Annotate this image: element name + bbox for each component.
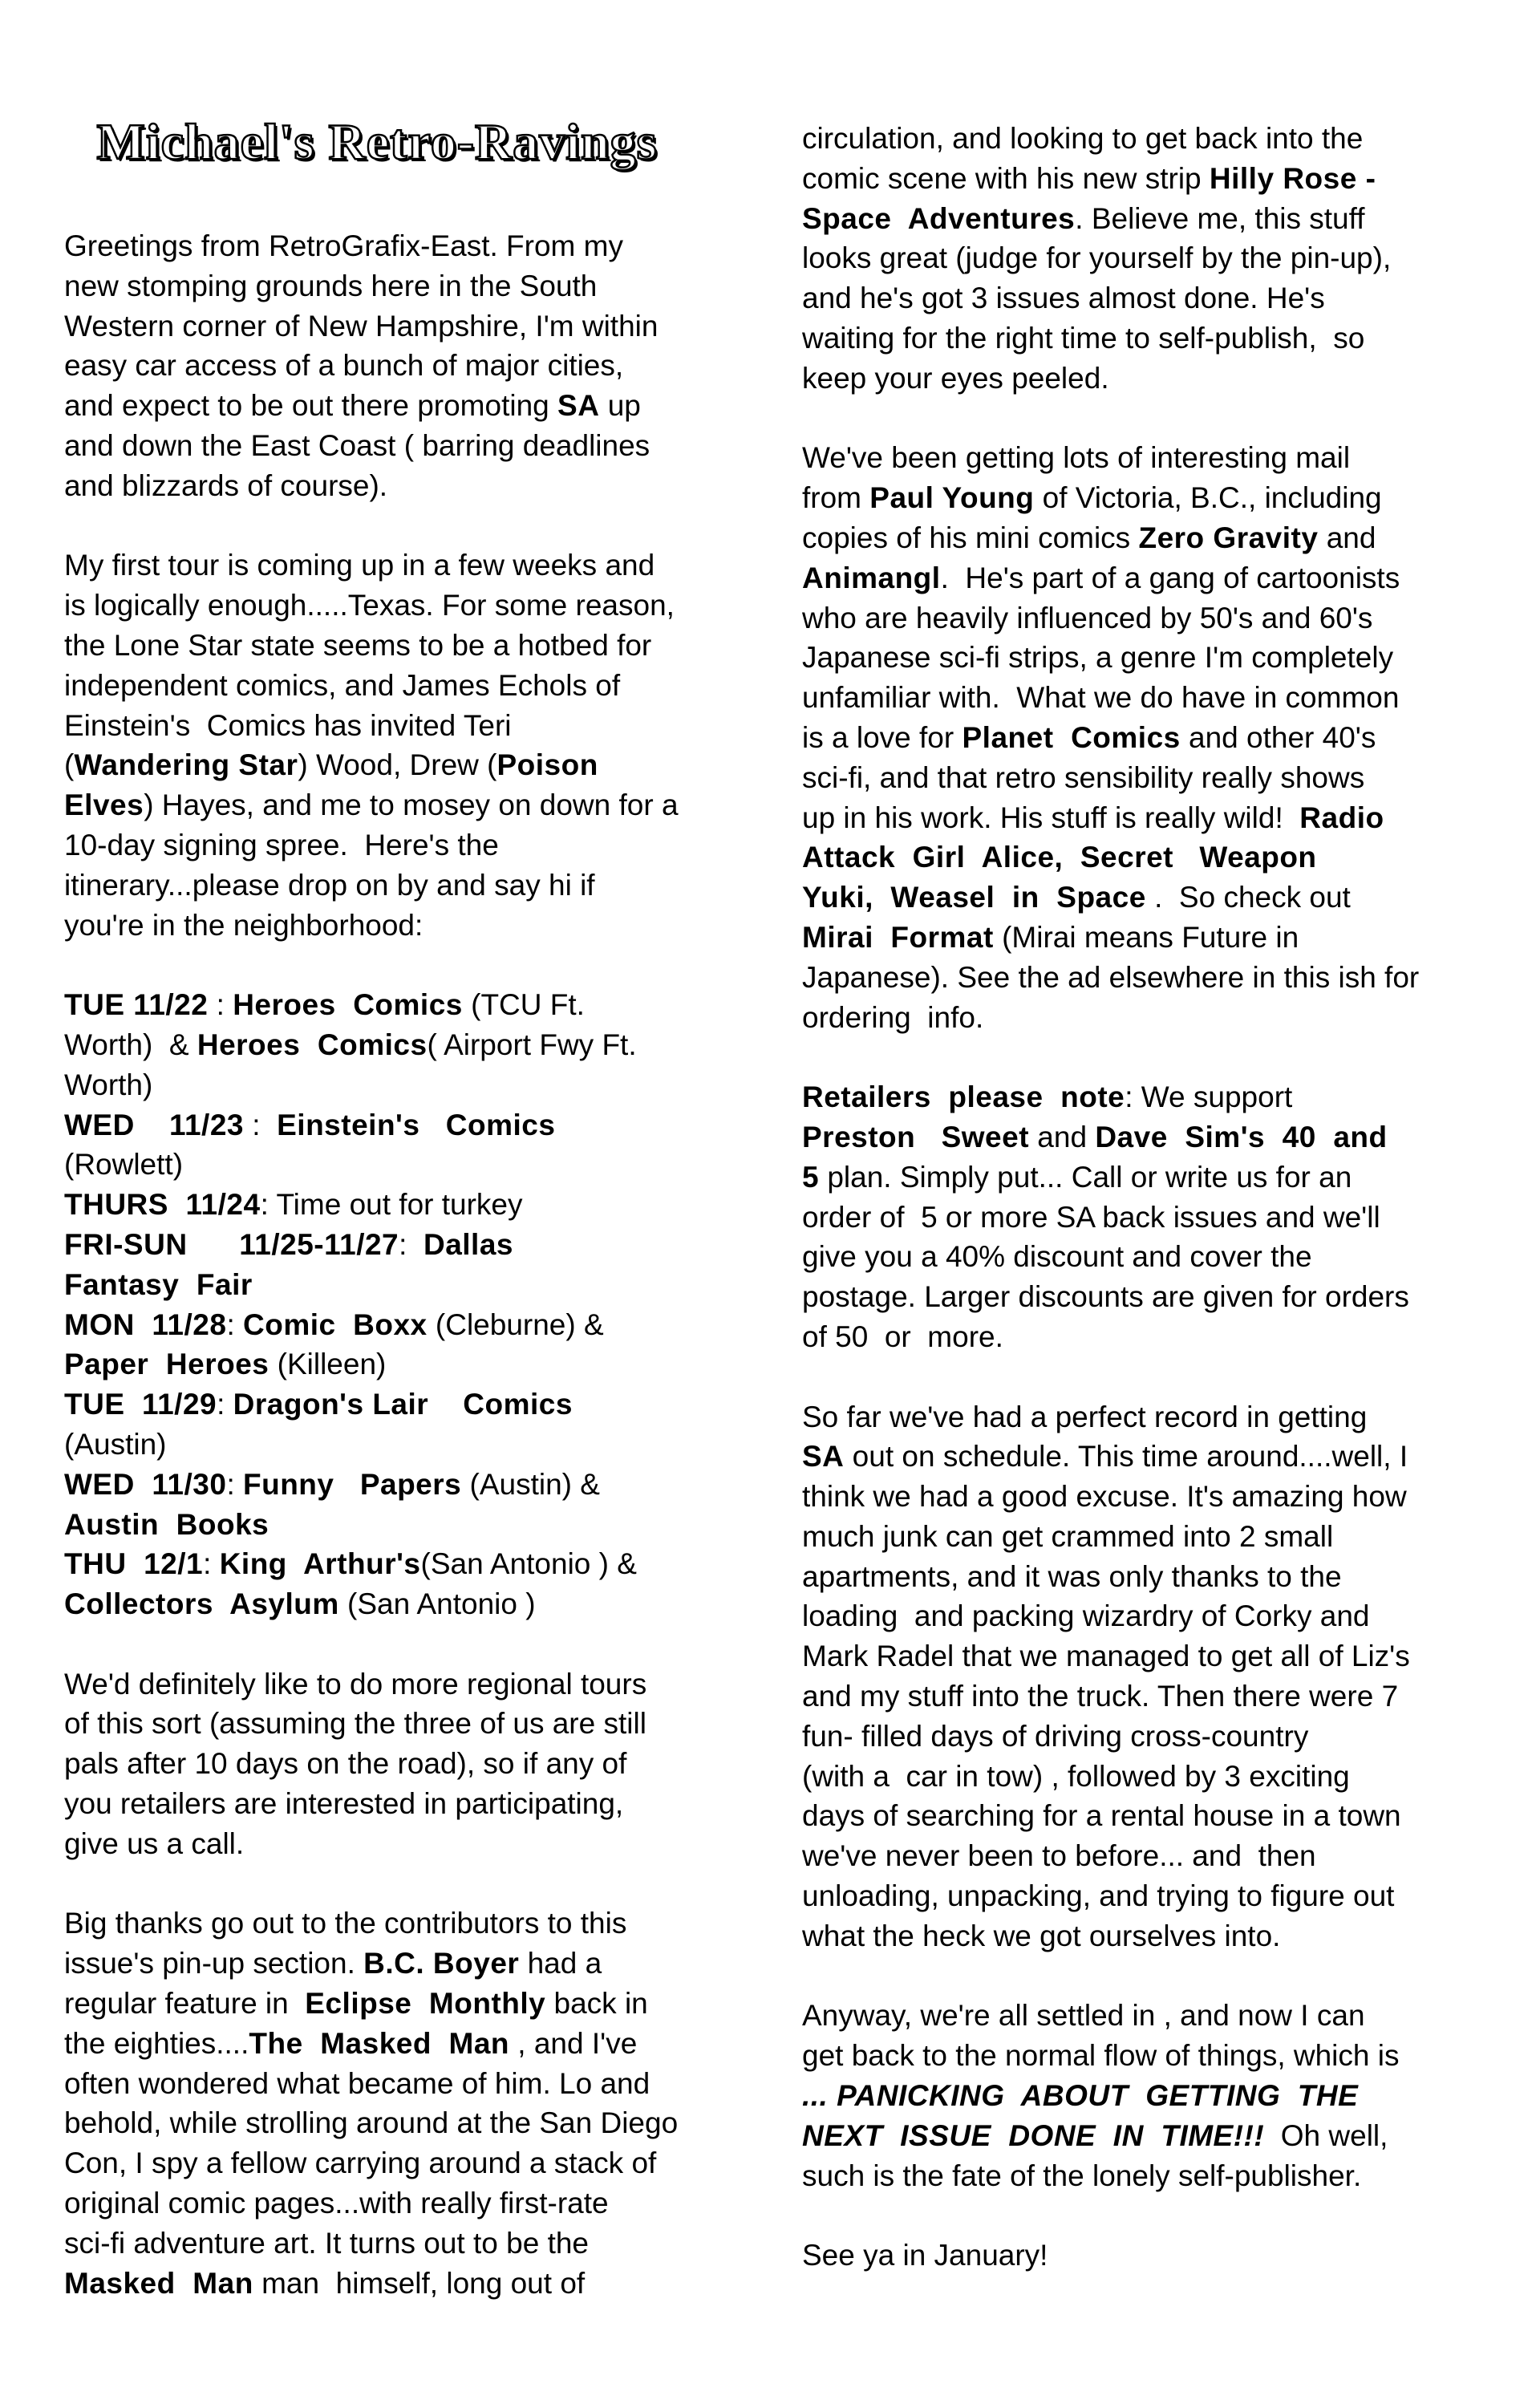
text-run: regular feature in: [64, 1987, 306, 2021]
text-run: unfamiliar with. What we do have in common: [802, 681, 1400, 715]
text-line: [64, 745, 770, 785]
text-run: order of 5 or more SA back issues and we'll: [802, 1200, 1380, 1234]
bold-text-run: 5: [802, 1160, 820, 1194]
text-line: [64, 1505, 770, 1545]
bold-text-run: MON 11/28: [64, 1307, 227, 1341]
text-run: and blizzards of course).: [64, 468, 388, 502]
text-run: is a love for: [802, 720, 962, 754]
text-run: is logically enough.....Texas. For some reason,: [64, 589, 675, 622]
text-run: the Lone Star state seems to be a hotbed for: [64, 628, 652, 662]
text-run: circulation, and looking to get back into the: [802, 122, 1364, 155]
text-run: days of searching for a rental house in a town: [802, 1799, 1401, 1833]
text-line: [64, 346, 770, 386]
bold-text-run: WED 11/23: [64, 1108, 244, 1141]
text-run: (Mirai means Future in: [993, 920, 1299, 954]
text-run: :: [226, 1307, 243, 1341]
text-run: waiting for the right time to self-publish, so: [802, 321, 1365, 355]
text-run: and: [1318, 521, 1376, 554]
text-line: [64, 785, 770, 825]
text-run: of this sort (assuming the three of us are still: [64, 1707, 646, 1741]
text-line: [64, 1384, 770, 1425]
text-run: itinerary...please drop on by and say hi if: [64, 868, 595, 902]
text-run: :: [217, 1388, 233, 1421]
text-line: [64, 1145, 770, 1185]
text-line: [802, 1836, 1508, 1876]
text-line: [64, 1664, 770, 1705]
bold-text-run: Paper Heroes: [64, 1348, 270, 1381]
text-line: [802, 1317, 1508, 1357]
text-run: ( Airport Fwy Ft.: [427, 1028, 637, 1061]
text-run: Big thanks go out to the contributors to this: [64, 1907, 627, 1940]
text-run: My first tour is coming up in a few weeks and: [64, 549, 655, 582]
bold-text-run: Comic Boxx: [243, 1307, 428, 1341]
text-line: [802, 1757, 1508, 1797]
bold-text-run: Wandering Star: [74, 748, 298, 782]
text-run: (TCU Ft.: [462, 988, 585, 1022]
text-run: Anyway, we're all settled in , and now I can: [802, 1999, 1365, 2033]
bold-text-run: Einstein's Comics: [277, 1108, 556, 1141]
text-line: [802, 598, 1508, 638]
text-run: often wondered what became of him. Lo and: [64, 2066, 650, 2100]
text-line: [802, 238, 1508, 278]
text-line: [802, 758, 1508, 798]
bold-text-run: Elves: [64, 788, 144, 822]
text-line: [802, 1077, 1508, 1117]
text-run: pals after 10 days on the road), so if any of: [64, 1747, 627, 1781]
article-title: Michael's Retro-Ravings: [96, 113, 658, 170]
bold-text-run: Yuki, Weasel in Space: [802, 881, 1146, 914]
bold-text-run: Heroes Comics: [197, 1028, 428, 1061]
text-line: [64, 906, 770, 946]
text-line: [64, 1544, 770, 1584]
text-run: new stomping grounds here in the South: [64, 269, 598, 302]
text-run: : We support: [1125, 1080, 1293, 1114]
right-column: [802, 119, 1508, 2276]
bold-text-run: Zero Gravity: [1138, 521, 1319, 554]
paragraph-gap: [802, 1037, 1508, 1077]
text-run: Einstein's Comics has invited Teri: [64, 708, 512, 742]
bold-text-run: Space Adventures: [802, 201, 1076, 235]
text-run: 10-day signing spree. Here's the: [64, 828, 499, 861]
text-line: [64, 1824, 770, 1864]
bold-text-run: Funny Papers: [243, 1467, 462, 1501]
text-run: easy car access of a bunch of major cities,: [64, 349, 624, 383]
text-run: independent comics, and James Echols of: [64, 668, 621, 702]
text-line: [802, 718, 1508, 758]
text-line: [64, 1704, 770, 1744]
paragraph-gap: [64, 506, 770, 546]
text-run: and my stuff into the truck. Then there were 7: [802, 1680, 1399, 1713]
text-line: [802, 837, 1508, 878]
text-line: [64, 1025, 770, 1065]
text-run: fun- filled days of driving cross-country: [802, 1719, 1309, 1753]
bold-text-run: Paul Young: [869, 481, 1035, 515]
text-line: [802, 1916, 1508, 1956]
text-line: [802, 678, 1508, 718]
text-line: [802, 1676, 1508, 1717]
text-line: [802, 638, 1508, 678]
bold-text-run: Hilly Rose -: [1209, 161, 1376, 195]
text-run: . So check out: [1145, 881, 1351, 914]
text-line: [64, 626, 770, 666]
text-run: :: [399, 1227, 424, 1261]
text-line: [802, 558, 1508, 598]
text-line: [64, 1784, 770, 1824]
text-run: the eighties....: [64, 2026, 249, 2060]
text-run: So far we've had a perfect record in getting: [802, 1400, 1368, 1433]
text-line: [802, 2076, 1508, 2116]
text-run: Japanese sci-fi strips, a genre I'm completely: [802, 641, 1394, 675]
bold-text-run: SA: [802, 1440, 845, 1474]
bold-text-run: Heroes Comics: [233, 988, 463, 1022]
text-line: [802, 998, 1508, 1038]
text-run: (Austin): [64, 1427, 167, 1461]
bold-text-run: Eclipse Monthly: [305, 1987, 546, 2021]
text-run: what the heck we got ourselves into.: [802, 1919, 1281, 1952]
bold-text-run: The Masked Man: [249, 2026, 510, 2060]
text-line: [802, 2116, 1508, 2156]
text-run: we've never been to before... and then: [802, 1839, 1316, 1873]
text-line: [802, 1437, 1508, 1477]
bold-text-run: THURS 11/24: [64, 1188, 261, 1222]
text-line: [64, 706, 770, 746]
text-line: [802, 2036, 1508, 2076]
bold-text-run: King Arthur's: [219, 1547, 421, 1581]
text-run: apartments, and it was only thanks to the: [802, 1559, 1342, 1593]
bold-text-run: ... PANICKING ABOUT GETTING THE: [802, 2079, 1359, 2113]
text-line: [64, 545, 770, 586]
text-line: [64, 825, 770, 866]
text-run: (Killeen): [269, 1348, 387, 1381]
text-run: . Believe me, this stuff: [1075, 201, 1365, 235]
text-run: :: [244, 1108, 278, 1141]
text-run: , and I've: [509, 2026, 638, 2060]
text-line: [802, 318, 1508, 359]
text-line: [64, 2024, 770, 2064]
text-run: get back to the normal flow of things, which is: [802, 2039, 1400, 2073]
text-line: [802, 1277, 1508, 1317]
text-run: Oh well,: [1264, 2118, 1388, 2152]
text-run: Worth) &: [64, 1028, 197, 1061]
bold-text-run: Collectors Asylum: [64, 1587, 339, 1621]
text-line: [64, 1984, 770, 2024]
text-run: man himself, long out of: [253, 2266, 586, 2300]
text-line: [64, 1903, 770, 1944]
text-run: Greetings from RetroGrafix-East. From my: [64, 229, 623, 262]
text-line: [802, 2236, 1508, 2276]
text-run: copies of his mini comics: [802, 521, 1139, 554]
paragraph-gap: [802, 1357, 1508, 1397]
text-run: keep your eyes peeled.: [802, 361, 1109, 395]
text-run: (Rowlett): [64, 1148, 184, 1182]
text-run: had a: [519, 1947, 602, 1980]
text-run: (San Antonio ) &: [420, 1547, 637, 1581]
text-line: [802, 438, 1508, 478]
text-run: See ya in January!: [802, 2239, 1048, 2272]
text-line: [802, 798, 1508, 838]
text-run: out on schedule. This time around....well, I: [844, 1440, 1408, 1474]
text-run: plan. Simply put... Call or write us for an: [819, 1160, 1352, 1194]
text-run: you retailers are interested in participating,: [64, 1787, 624, 1821]
text-line: [802, 1796, 1508, 1836]
text-line: [64, 386, 770, 426]
text-line: [64, 2183, 770, 2224]
text-line: [64, 1305, 770, 1345]
text-run: :: [203, 1547, 220, 1581]
text-run: (Cleburne) &: [427, 1307, 604, 1341]
text-line: [64, 1425, 770, 1465]
text-run: think we had a good excuse. It's amazing how: [802, 1480, 1407, 1514]
text-line: [64, 1744, 770, 1784]
text-run: (with a car in tow) , followed by 3 exciting: [802, 1759, 1350, 1793]
text-run: and down the East Coast ( barring deadlines: [64, 428, 650, 462]
text-run: you're in the neighborhood:: [64, 908, 424, 942]
text-line: [802, 1517, 1508, 1557]
text-line: [64, 1344, 770, 1384]
paragraph-gap: [64, 1624, 770, 1664]
text-line: [802, 119, 1508, 159]
text-run: We'd definitely like to do more regional tours: [64, 1667, 647, 1701]
text-line: [802, 1198, 1508, 1238]
bold-text-run: WED 11/30: [64, 1467, 227, 1501]
text-line: [802, 478, 1508, 518]
text-run: Japanese). See the ad elsewhere in this ish for: [802, 960, 1420, 994]
text-line: [64, 1944, 770, 1984]
bold-text-run: TUE 11/29: [64, 1388, 217, 1421]
text-run: Mark Radel that we managed to get all of Liz's: [802, 1640, 1410, 1673]
bold-text-run: Retailers please note: [802, 1080, 1125, 1114]
text-run: postage. Larger discounts are given for orders: [802, 1280, 1409, 1314]
text-line: [64, 586, 770, 626]
bold-text-run: Fantasy Fair: [64, 1267, 253, 1301]
bold-text-run: THU 12/1: [64, 1547, 204, 1581]
text-line: [64, 2064, 770, 2104]
bold-text-run: Masked Man: [64, 2266, 253, 2300]
bold-text-run: Planet Comics: [962, 720, 1181, 754]
bold-text-run: Dragon's Lair Comics: [233, 1388, 573, 1421]
bold-text-run: Mirai Format: [802, 920, 994, 954]
text-run: Con, I spy a fellow carrying around a stack of: [64, 2147, 657, 2180]
text-line: [802, 1237, 1508, 1277]
text-line: [64, 1105, 770, 1145]
text-run: ) Wood, Drew (: [298, 748, 497, 782]
text-run: We've been getting lots of interesting mail: [802, 441, 1351, 475]
text-line: [64, 985, 770, 1025]
bold-text-run: NEXT ISSUE DONE IN TIME!!!: [802, 2118, 1265, 2152]
text-line: [802, 518, 1508, 558]
text-run: Worth): [64, 1068, 153, 1101]
text-run: . He's part of a gang of cartoonists: [940, 561, 1400, 594]
text-line: [64, 666, 770, 706]
bold-text-run: Animangl: [802, 561, 941, 594]
bold-text-run: SA: [557, 389, 600, 423]
text-run: from: [802, 481, 870, 515]
text-run: who are heavily influenced by 50's and 60's: [802, 601, 1373, 634]
text-line: [802, 1157, 1508, 1198]
text-line: [802, 1557, 1508, 1597]
text-line: [802, 878, 1508, 918]
text-run: loading and packing wizardry of Corky and: [802, 1599, 1370, 1633]
text-line: [802, 199, 1508, 239]
text-run: behold, while strolling around at the San Diego: [64, 2106, 679, 2140]
text-line: [64, 2103, 770, 2143]
text-line: [64, 266, 770, 306]
text-line: [64, 2143, 770, 2183]
bold-text-run: TUE 11/22: [64, 988, 209, 1022]
text-line: [802, 1996, 1508, 2036]
text-line: [802, 278, 1508, 318]
paragraph-gap: [802, 399, 1508, 439]
bold-text-run: Poison: [496, 748, 598, 782]
text-line: [64, 2264, 770, 2304]
text-line: [64, 1265, 770, 1305]
bold-text-run: Dave Sim's 40 and: [1095, 1120, 1388, 1153]
text-line: [64, 1065, 770, 1105]
text-run: (San Antonio ): [338, 1587, 536, 1621]
text-run: give us a call.: [64, 1826, 245, 1860]
text-run: and: [1029, 1120, 1096, 1153]
text-run: comic scene with his new strip: [802, 161, 1210, 195]
text-run: :: [208, 988, 233, 1022]
text-line: [64, 306, 770, 347]
text-run: ) Hayes, and me to mosey on down for a: [144, 788, 679, 822]
text-run: up: [599, 389, 641, 423]
text-line: [802, 2156, 1508, 2196]
text-line: [64, 226, 770, 266]
text-line: [64, 466, 770, 506]
paragraph-gap: [802, 2195, 1508, 2236]
text-run: issue's pin-up section.: [64, 1947, 364, 1980]
text-line: [802, 1717, 1508, 1757]
text-run: of Victoria, B.C., including: [1034, 481, 1382, 515]
text-run: and he's got 3 issues almost done. He's: [802, 282, 1325, 315]
text-run: and expect to be out there promoting: [64, 389, 558, 423]
text-run: such is the fate of the lonely self-publisher.: [802, 2159, 1362, 2192]
text-run: : Time out for turkey: [260, 1188, 523, 1222]
bold-text-run: Austin Books: [64, 1507, 270, 1541]
text-run: :: [226, 1467, 243, 1501]
bold-text-run: Radio: [1299, 801, 1384, 834]
text-line: [64, 1185, 770, 1225]
text-run: much junk can get crammed into 2 small: [802, 1519, 1334, 1553]
text-run: sci-fi, and that retro sensibility really shows: [802, 760, 1365, 794]
text-line: [64, 2224, 770, 2264]
text-line: [802, 1636, 1508, 1676]
text-run: (Austin) &: [461, 1467, 600, 1501]
text-run: unloading, unpacking, and trying to figure out: [802, 1879, 1395, 1913]
text-line: [802, 1397, 1508, 1437]
text-line: [802, 1596, 1508, 1636]
text-line: [802, 159, 1508, 199]
text-run: up in his work. His stuff is really wild!: [802, 801, 1300, 834]
text-line: [64, 1465, 770, 1505]
text-line: [802, 359, 1508, 399]
bold-text-run: B.C. Boyer: [363, 1947, 520, 1980]
text-run: ordering info.: [802, 1000, 984, 1034]
text-line: [64, 1584, 770, 1624]
paragraph-gap: [64, 945, 770, 985]
text-line: [802, 918, 1508, 958]
paragraph-gap: [802, 1956, 1508, 1997]
text-line: [802, 1477, 1508, 1517]
text-run: sci-fi adventure art. It turns out to be the: [64, 2226, 590, 2260]
text-run: of 50 or more.: [802, 1320, 1003, 1353]
left-column: [64, 226, 770, 2303]
bold-text-run: Dallas: [423, 1227, 513, 1261]
text-line: [802, 1117, 1508, 1157]
text-run: back in: [545, 1987, 648, 2021]
text-line: [802, 958, 1508, 998]
text-line: [802, 1876, 1508, 1916]
text-run: and other 40's: [1180, 720, 1376, 754]
text-run: (: [64, 748, 75, 782]
text-line: [64, 1225, 770, 1265]
text-run: give you a 40% discount and cover the: [802, 1240, 1312, 1274]
bold-text-run: FRI-SUN 11/25-11/27: [64, 1227, 399, 1261]
text-run: original comic pages...with really first-rate: [64, 2187, 609, 2220]
bold-text-run: Preston Sweet: [802, 1120, 1030, 1153]
text-run: looks great (judge for yourself by the pin-up),: [802, 241, 1392, 275]
text-line: [64, 426, 770, 466]
text-run: Western corner of New Hampshire, I'm within: [64, 309, 659, 343]
text-line: [64, 866, 770, 906]
bold-text-run: Attack Girl Alice, Secret Weapon: [802, 841, 1317, 874]
paragraph-gap: [64, 1864, 770, 1904]
